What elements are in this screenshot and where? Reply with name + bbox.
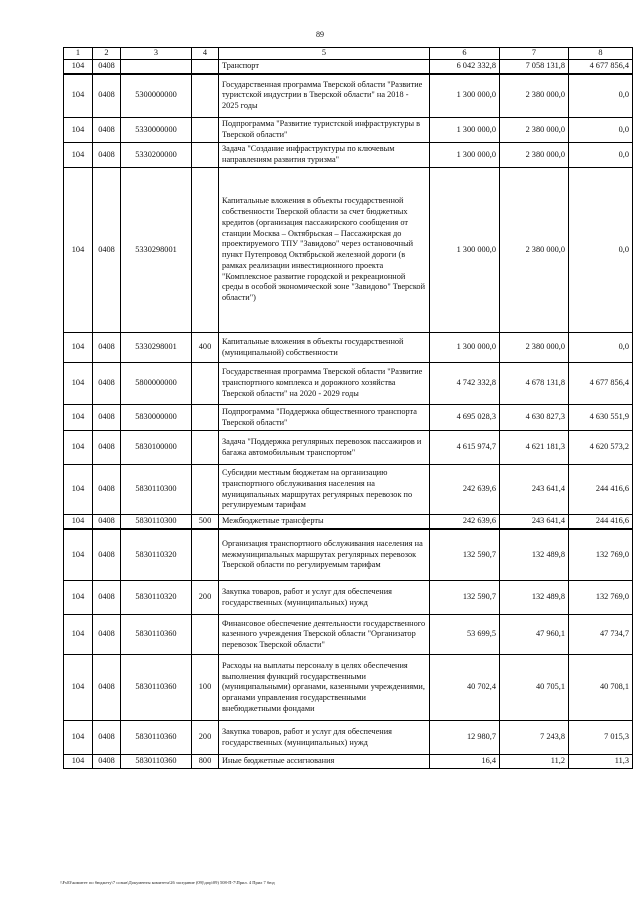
cell-amount-2: 2 380 000,0 bbox=[500, 74, 569, 118]
cell-name: Расходы на выплаты персоналу в целях обеспечения выполнения функций государственными (муниципальными) органами, казенными учреждениями, органами управления государственными внебюджетными фондами bbox=[219, 655, 430, 721]
cell-rz: 104 bbox=[64, 529, 93, 581]
cell-amount-2: 2 380 000,0 bbox=[500, 143, 569, 168]
cell-vr bbox=[192, 431, 219, 465]
cell-rz: 104 bbox=[64, 465, 93, 515]
cell-name: Подпрограмма "Развитие туристской инфраструктуры в Тверской области" bbox=[219, 118, 430, 143]
cell-rz: 104 bbox=[64, 655, 93, 721]
cell-amount-1: 1 300 000,0 bbox=[430, 74, 500, 118]
cell-csr: 5830100000 bbox=[121, 431, 192, 465]
cell-amount-2: 4 621 181,3 bbox=[500, 431, 569, 465]
cell-name: Транспорт bbox=[219, 59, 430, 73]
cell-pr: 0408 bbox=[93, 615, 121, 655]
cell-amount-1: 12 980,7 bbox=[430, 721, 500, 755]
cell-pr: 0408 bbox=[93, 431, 121, 465]
cell-pr: 0408 bbox=[93, 363, 121, 405]
cell-name: Государственная программа Тверской области "Развитие туристской индустрии в Тверской области" на 2018 - 2025 годы bbox=[219, 74, 430, 118]
cell-name: Государственная программа Тверской области "Развитие транспортного комплекса и дорожного хозяйства Тверской области" на 2020 - 2029 годы bbox=[219, 363, 430, 405]
cell-vr bbox=[192, 405, 219, 431]
cell-name: Закупка товаров, работ и услуг для обеспечения государственных (муниципальных) нужд bbox=[219, 581, 430, 615]
cell-amount-2: 7 243,8 bbox=[500, 721, 569, 755]
cell-amount-3: 132 769,0 bbox=[569, 529, 633, 581]
cell-amount-2: 7 058 131,8 bbox=[500, 59, 569, 73]
header-cell-5: 5 bbox=[219, 48, 430, 60]
header-cell-8: 8 bbox=[569, 48, 633, 60]
cell-vr bbox=[192, 59, 219, 73]
cell-amount-1: 4 615 974,7 bbox=[430, 431, 500, 465]
cell-vr: 100 bbox=[192, 655, 219, 721]
cell-name: Субсидии местным бюджетам на организацию транспортного обслуживания населения на муниципальных маршрутах регулярных перевозок по регулируемым тарифам bbox=[219, 465, 430, 515]
cell-amount-2: 2 380 000,0 bbox=[500, 333, 569, 363]
cell-amount-3: 4 620 573,2 bbox=[569, 431, 633, 465]
cell-amount-1: 1 300 000,0 bbox=[430, 333, 500, 363]
cell-amount-3: 47 734,7 bbox=[569, 615, 633, 655]
cell-amount-3: 0,0 bbox=[569, 74, 633, 118]
cell-amount-2: 243 641,4 bbox=[500, 465, 569, 515]
cell-pr: 0408 bbox=[93, 581, 121, 615]
header-cell-3: 3 bbox=[121, 48, 192, 60]
cell-rz: 104 bbox=[64, 721, 93, 755]
cell-amount-1: 4 695 028,3 bbox=[430, 405, 500, 431]
cell-pr: 0408 bbox=[93, 168, 121, 333]
cell-amount-1: 242 639,6 bbox=[430, 465, 500, 515]
header-cell-7: 7 bbox=[500, 48, 569, 60]
cell-amount-3: 0,0 bbox=[569, 168, 633, 333]
table-row bbox=[64, 168, 633, 333]
cell-amount-3: 4 677 856,4 bbox=[569, 59, 633, 73]
cell-amount-1: 1 300 000,0 bbox=[430, 168, 500, 333]
cell-amount-1: 4 742 332,8 bbox=[430, 363, 500, 405]
header-row bbox=[64, 48, 633, 60]
cell-amount-1: 132 590,7 bbox=[430, 529, 500, 581]
cell-name: Финансовое обеспечение деятельности государственного казенного учреждения Тверской области "Организатор перевозок Тверской области" bbox=[219, 615, 430, 655]
cell-csr: 5330298001 bbox=[121, 333, 192, 363]
cell-vr bbox=[192, 143, 219, 168]
cell-name: Подпрограмма "Поддержка общественного транспорта Тверской области" bbox=[219, 405, 430, 431]
cell-amount-1: 242 639,6 bbox=[430, 515, 500, 529]
cell-amount-3: 11,3 bbox=[569, 755, 633, 769]
cell-csr bbox=[121, 59, 192, 73]
cell-rz: 104 bbox=[64, 615, 93, 655]
cell-amount-2: 132 489,8 bbox=[500, 581, 569, 615]
cell-amount-2: 2 380 000,0 bbox=[500, 118, 569, 143]
cell-vr: 200 bbox=[192, 581, 219, 615]
table-row bbox=[64, 529, 633, 581]
cell-name: Капитальные вложения в объекты государственной (муниципальной) собственности bbox=[219, 333, 430, 363]
cell-pr: 0408 bbox=[93, 465, 121, 515]
cell-csr: 5830110300 bbox=[121, 465, 192, 515]
budget-table bbox=[63, 47, 633, 769]
cell-amount-2: 40 705,1 bbox=[500, 655, 569, 721]
cell-csr: 5830000000 bbox=[121, 405, 192, 431]
cell-amount-2: 47 960,1 bbox=[500, 615, 569, 655]
cell-vr bbox=[192, 465, 219, 515]
cell-amount-3: 4 630 551,9 bbox=[569, 405, 633, 431]
table-row bbox=[64, 721, 633, 755]
table-row bbox=[64, 143, 633, 168]
cell-pr: 0408 bbox=[93, 59, 121, 73]
cell-csr: 5830110320 bbox=[121, 581, 192, 615]
cell-pr: 0408 bbox=[93, 74, 121, 118]
cell-pr: 0408 bbox=[93, 529, 121, 581]
cell-csr: 5830110360 bbox=[121, 721, 192, 755]
cell-amount-2: 4 678 131,8 bbox=[500, 363, 569, 405]
cell-csr: 5830110300 bbox=[121, 515, 192, 529]
cell-name: Задача "Создание инфраструктуры по ключевым направлениям развития туризма" bbox=[219, 143, 430, 168]
cell-vr: 500 bbox=[192, 515, 219, 529]
cell-rz: 104 bbox=[64, 431, 93, 465]
cell-amount-3: 4 677 856,4 bbox=[569, 363, 633, 405]
cell-amount-2: 132 489,8 bbox=[500, 529, 569, 581]
cell-vr: 800 bbox=[192, 755, 219, 769]
cell-amount-3: 40 708,1 bbox=[569, 655, 633, 721]
cell-name: Задача "Поддержка регулярных перевозок пассажиров и багажа автомобильным транспортом" bbox=[219, 431, 430, 465]
cell-amount-1: 1 300 000,0 bbox=[430, 143, 500, 168]
table-row bbox=[64, 465, 633, 515]
cell-vr: 400 bbox=[192, 333, 219, 363]
cell-name: Закупка товаров, работ и услуг для обеспечения государственных (муниципальных) нужд bbox=[219, 721, 430, 755]
cell-rz: 104 bbox=[64, 515, 93, 529]
cell-amount-2: 243 641,4 bbox=[500, 515, 569, 529]
cell-amount-3: 0,0 bbox=[569, 143, 633, 168]
cell-name: Организация транспортного обслуживания населения на межмуниципальных маршрутах регулярных перевозок Тверской области по регулируемым тарифам bbox=[219, 529, 430, 581]
cell-csr: 5830110360 bbox=[121, 655, 192, 721]
table-row bbox=[64, 581, 633, 615]
cell-csr: 5800000000 bbox=[121, 363, 192, 405]
cell-pr: 0408 bbox=[93, 333, 121, 363]
cell-amount-2: 4 630 827,3 bbox=[500, 405, 569, 431]
table-row bbox=[64, 755, 633, 769]
cell-amount-3: 244 416,6 bbox=[569, 465, 633, 515]
table-row bbox=[64, 515, 633, 529]
cell-pr: 0408 bbox=[93, 118, 121, 143]
cell-pr: 0408 bbox=[93, 755, 121, 769]
cell-rz: 104 bbox=[64, 581, 93, 615]
cell-csr: 5330000000 bbox=[121, 118, 192, 143]
cell-amount-3: 7 015,3 bbox=[569, 721, 633, 755]
header-cell-6: 6 bbox=[430, 48, 500, 60]
cell-pr: 0408 bbox=[93, 721, 121, 755]
cell-name: Межбюджетные трансферты bbox=[219, 515, 430, 529]
cell-rz: 104 bbox=[64, 168, 93, 333]
cell-amount-1: 40 702,4 bbox=[430, 655, 500, 721]
cell-pr: 0408 bbox=[93, 655, 121, 721]
cell-amount-3: 244 416,6 bbox=[569, 515, 633, 529]
table-row bbox=[64, 363, 633, 405]
table-row bbox=[64, 74, 633, 118]
cell-amount-1: 1 300 000,0 bbox=[430, 118, 500, 143]
cell-amount-2: 2 380 000,0 bbox=[500, 168, 569, 333]
cell-amount-1: 6 042 332,8 bbox=[430, 59, 500, 73]
cell-rz: 104 bbox=[64, 74, 93, 118]
page-number: 89 bbox=[316, 30, 324, 39]
cell-vr bbox=[192, 363, 219, 405]
cell-csr: 5830110360 bbox=[121, 615, 192, 655]
header-cell-4: 4 bbox=[192, 48, 219, 60]
file-path-footer: \\Fs03\комитет по бюджету\7 созыв\Документы комитета\26 заседание (09)\дпр\09) 508-П-7\Прил. 4 Прил 7 бюд bbox=[60, 880, 275, 885]
cell-amount-1: 53 699,5 bbox=[430, 615, 500, 655]
cell-name: Капитальные вложения в объекты государственной собственности Тверской области за счет бюджетных кредитов (организация пассажирского сообщения от станции Москва – Октябрьская – Пассажирская до проектируемого ТПУ "Завидово" через остановочный пункт Путепровод Октябрьской железной дороги (в рамках реализации инвестиционного проекта "Комплексное развитие городской и рекреационной среды в особой экономической зоне "Завидово" Тверской области") bbox=[219, 168, 430, 333]
cell-csr: 5300000000 bbox=[121, 74, 192, 118]
cell-rz: 104 bbox=[64, 363, 93, 405]
table-row bbox=[64, 118, 633, 143]
cell-vr: 200 bbox=[192, 721, 219, 755]
cell-vr bbox=[192, 118, 219, 143]
cell-pr: 0408 bbox=[93, 405, 121, 431]
cell-vr bbox=[192, 74, 219, 118]
cell-csr: 5330298001 bbox=[121, 168, 192, 333]
table-row bbox=[64, 655, 633, 721]
table-row bbox=[64, 405, 633, 431]
header-cell-2: 2 bbox=[93, 48, 121, 60]
cell-amount-3: 132 769,0 bbox=[569, 581, 633, 615]
cell-vr bbox=[192, 529, 219, 581]
cell-csr: 5830110320 bbox=[121, 529, 192, 581]
cell-name: Иные бюджетные ассигнования bbox=[219, 755, 430, 769]
cell-amount-3: 0,0 bbox=[569, 118, 633, 143]
cell-rz: 104 bbox=[64, 143, 93, 168]
cell-rz: 104 bbox=[64, 59, 93, 73]
table-row bbox=[64, 59, 633, 73]
cell-amount-2: 11,2 bbox=[500, 755, 569, 769]
cell-amount-1: 16,4 bbox=[430, 755, 500, 769]
cell-csr: 5830110360 bbox=[121, 755, 192, 769]
header-cell-1: 1 bbox=[64, 48, 93, 60]
table-row bbox=[64, 615, 633, 655]
cell-amount-3: 0,0 bbox=[569, 333, 633, 363]
table-row bbox=[64, 333, 633, 363]
cell-vr bbox=[192, 615, 219, 655]
table-row bbox=[64, 431, 633, 465]
cell-rz: 104 bbox=[64, 405, 93, 431]
cell-rz: 104 bbox=[64, 118, 93, 143]
cell-rz: 104 bbox=[64, 755, 93, 769]
cell-csr: 5330200000 bbox=[121, 143, 192, 168]
cell-pr: 0408 bbox=[93, 143, 121, 168]
cell-rz: 104 bbox=[64, 333, 93, 363]
cell-amount-1: 132 590,7 bbox=[430, 581, 500, 615]
cell-pr: 0408 bbox=[93, 515, 121, 529]
cell-vr bbox=[192, 168, 219, 333]
